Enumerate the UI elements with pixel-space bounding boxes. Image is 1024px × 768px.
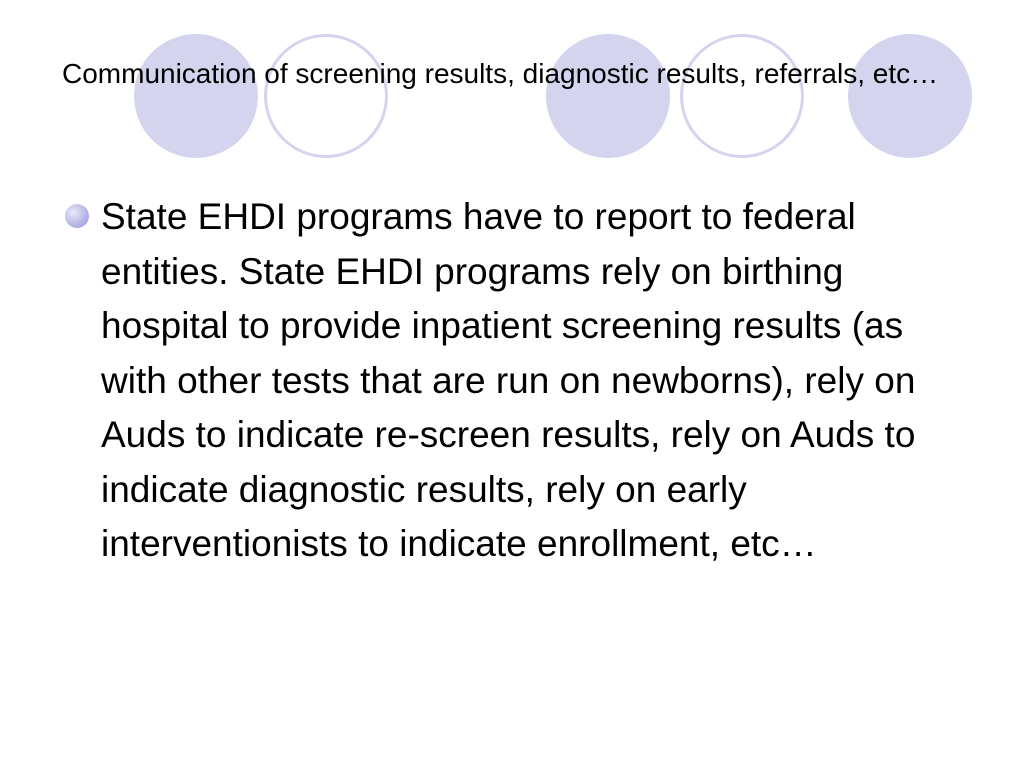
decorative-circle-filled xyxy=(134,34,258,158)
bullet-dot-icon xyxy=(65,204,89,228)
decorative-circle-filled xyxy=(848,34,972,158)
bullet-item xyxy=(64,190,964,572)
slide-title: Communication of screening results, diagnostic results, referrals, etc… xyxy=(62,58,939,89)
decorative-circle-outline xyxy=(264,34,388,158)
bullet-text: State EHDI programs have to report to federal entities. State EHDI programs rely on birthing hospital to provide inpatient screening results (as with other tests that are run on newborns), rely on Auds to indicate re-screen results, rely on Auds to indicate diagnostic results, rely on early interventionists to indicate enrollment, etc… xyxy=(101,196,916,564)
decorative-circle-outline xyxy=(680,34,804,158)
decorative-circle-filled xyxy=(546,34,670,158)
bullet-list xyxy=(64,190,964,572)
